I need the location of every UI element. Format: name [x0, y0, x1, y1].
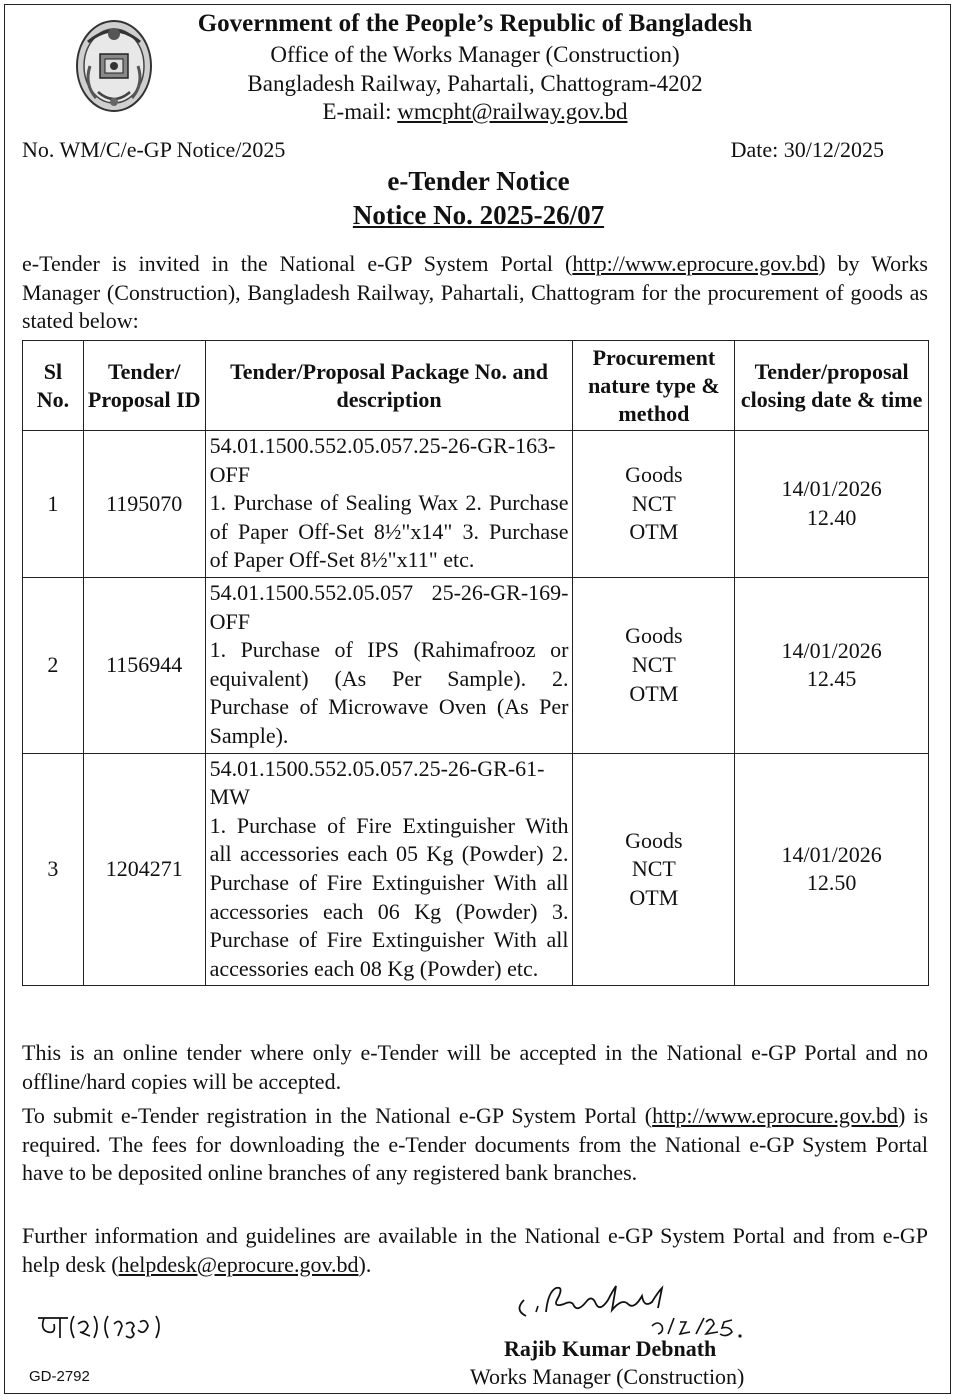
table-row	[23, 431, 929, 578]
intro-text-1: e-Tender is invited in the National e-GP System Portal (	[22, 251, 573, 276]
handwritten-signature	[512, 1282, 772, 1342]
row-procurement	[573, 577, 735, 753]
notice-number-text: Notice No. 2025-26/07	[352, 200, 605, 230]
office-name: Office of the Works Manager (Construction)	[270, 42, 680, 67]
row-tender-id: 1156944	[83, 577, 205, 753]
row-description	[205, 753, 573, 986]
registration-paragraph	[22, 1102, 928, 1188]
row-procurement	[573, 431, 735, 578]
office-address: Bangladesh Railway, Pahartali, Chattogram-4202	[247, 71, 703, 96]
row-items: 1. Purchase of Sealing Wax 2. Purchase of Paper Off-Set 8½"x14" 3. Purchase of Paper Off-Set 8½"x11" etc.	[209, 490, 569, 573]
header-closing-date: Tender/proposal closing date & time	[735, 341, 929, 431]
header-description: Tender/Proposal Package No. and description	[205, 341, 573, 431]
info-text-1: Further information and guidelines are available in the National e-GP System Portal and from e-GP help desk (	[22, 1223, 928, 1277]
registration-text-2: ) is required. The fees for downloading the e-Tender documents from the National e-GP System Portal have to be deposited online branches of any registered bank branches.	[22, 1103, 928, 1185]
row-nature: Goods	[625, 623, 683, 649]
row-closing-time: 12.45	[806, 666, 857, 692]
row-nature: Goods	[625, 827, 683, 853]
row-sl: 1	[23, 431, 84, 578]
registration-text-1: To submit e-Tender registration in the National e-GP System Portal (	[22, 1103, 653, 1128]
row-closing	[735, 753, 929, 986]
info-text-2: ).	[358, 1251, 372, 1277]
row-description	[205, 577, 573, 753]
row-description	[205, 431, 573, 578]
header-procurement-nature: Procurement nature type & method	[573, 341, 735, 431]
row-sl: 3	[23, 753, 84, 986]
notice-title: e-Tender Notice	[387, 166, 570, 196]
government-title: Government of the People’s Republic of Bangladesh	[197, 10, 753, 37]
email-label: E-mail:	[322, 99, 398, 124]
row-method: OTM	[629, 519, 679, 545]
online-tender-paragraph: This is an online tender where only e-Tender will be accepted in the National e-GP Portal and no offline/hard copies will be accepted.	[22, 1040, 928, 1094]
bangladesh-railway-emblem	[74, 12, 154, 116]
info-paragraph	[22, 1222, 928, 1279]
table-row	[23, 577, 929, 753]
row-closing	[735, 431, 929, 578]
row-type: NCT	[631, 490, 676, 516]
table-row	[23, 753, 929, 986]
row-method: OTM	[629, 680, 679, 706]
row-closing-date: 14/01/2026	[781, 841, 882, 867]
bengali-reference-mark	[34, 1310, 174, 1344]
row-type: NCT	[631, 651, 676, 677]
row-tender-id: 1195070	[83, 431, 205, 578]
row-sl: 2	[23, 577, 84, 753]
tender-table	[22, 340, 929, 986]
table-header-row	[23, 341, 929, 431]
row-package-no: 54.01.1500.552.05.057.25-26-GR-61-MW	[209, 755, 545, 810]
header-sl: Sl No.	[23, 341, 84, 431]
header-tender-id: Tender/ Proposal ID	[83, 341, 205, 431]
signatory-title: Works Manager (Construction)	[470, 1364, 745, 1389]
row-closing-time: 12.50	[806, 870, 857, 896]
row-package-no: 54.01.1500.552.05.057.25-26-GR-163-OFF	[209, 433, 556, 487]
eprocure-link-2[interactable]: http://www.eprocure.gov.bd	[652, 1103, 898, 1128]
row-type: NCT	[631, 856, 676, 882]
row-closing-date: 14/01/2026	[781, 476, 882, 502]
row-procurement	[573, 753, 735, 986]
office-email-line	[150, 99, 800, 125]
helpdesk-email-link[interactable]: helpdesk@eprocure.gov.bd	[118, 1251, 359, 1277]
row-items: 1. Purchase of Fire Extinguisher With all accessories each 05 Kg (Powder) 2. Purchase of Fire Extinguisher With all accessories each 06 Kg (Powder) 3. Purchase of Fire Extinguisher With all accessories each 08 Kg (Powder) etc.	[209, 812, 569, 981]
intro-paragraph	[22, 250, 928, 336]
row-package-no: 54.01.1500.552.05.057 25-26-GR-169-OFF	[209, 579, 569, 634]
notice-number	[0, 200, 957, 231]
gd-code: GD-2792	[29, 1368, 90, 1385]
row-closing-date: 14/01/2026	[781, 637, 882, 663]
notice-date: Date: 30/12/2025	[730, 137, 884, 162]
reference-number: No. WM/C/e-GP Notice/2025	[22, 137, 286, 162]
row-closing-time: 12.40	[806, 504, 857, 530]
row-method: OTM	[629, 884, 679, 910]
signatory-name: Rajib Kumar Debnath	[504, 1336, 717, 1361]
row-tender-id: 1204271	[83, 753, 205, 986]
row-closing	[735, 577, 929, 753]
row-items: 1. Purchase of IPS (Rahimafrooz or equivalent) (As Per Sample). 2. Purchase of Microwave Oven (As Per Sample).	[209, 637, 569, 748]
eprocure-link[interactable]: http://www.eprocure.gov.bd	[572, 251, 819, 276]
office-email-link[interactable]: wmcpht@railway.gov.bd	[397, 99, 628, 124]
row-nature: Goods	[625, 462, 683, 488]
intro-text-2: ) by Works Manager (Construction), Bangladesh Railway, Pahartali, Chattogram for the procurement of goods as stated below:	[22, 251, 928, 333]
